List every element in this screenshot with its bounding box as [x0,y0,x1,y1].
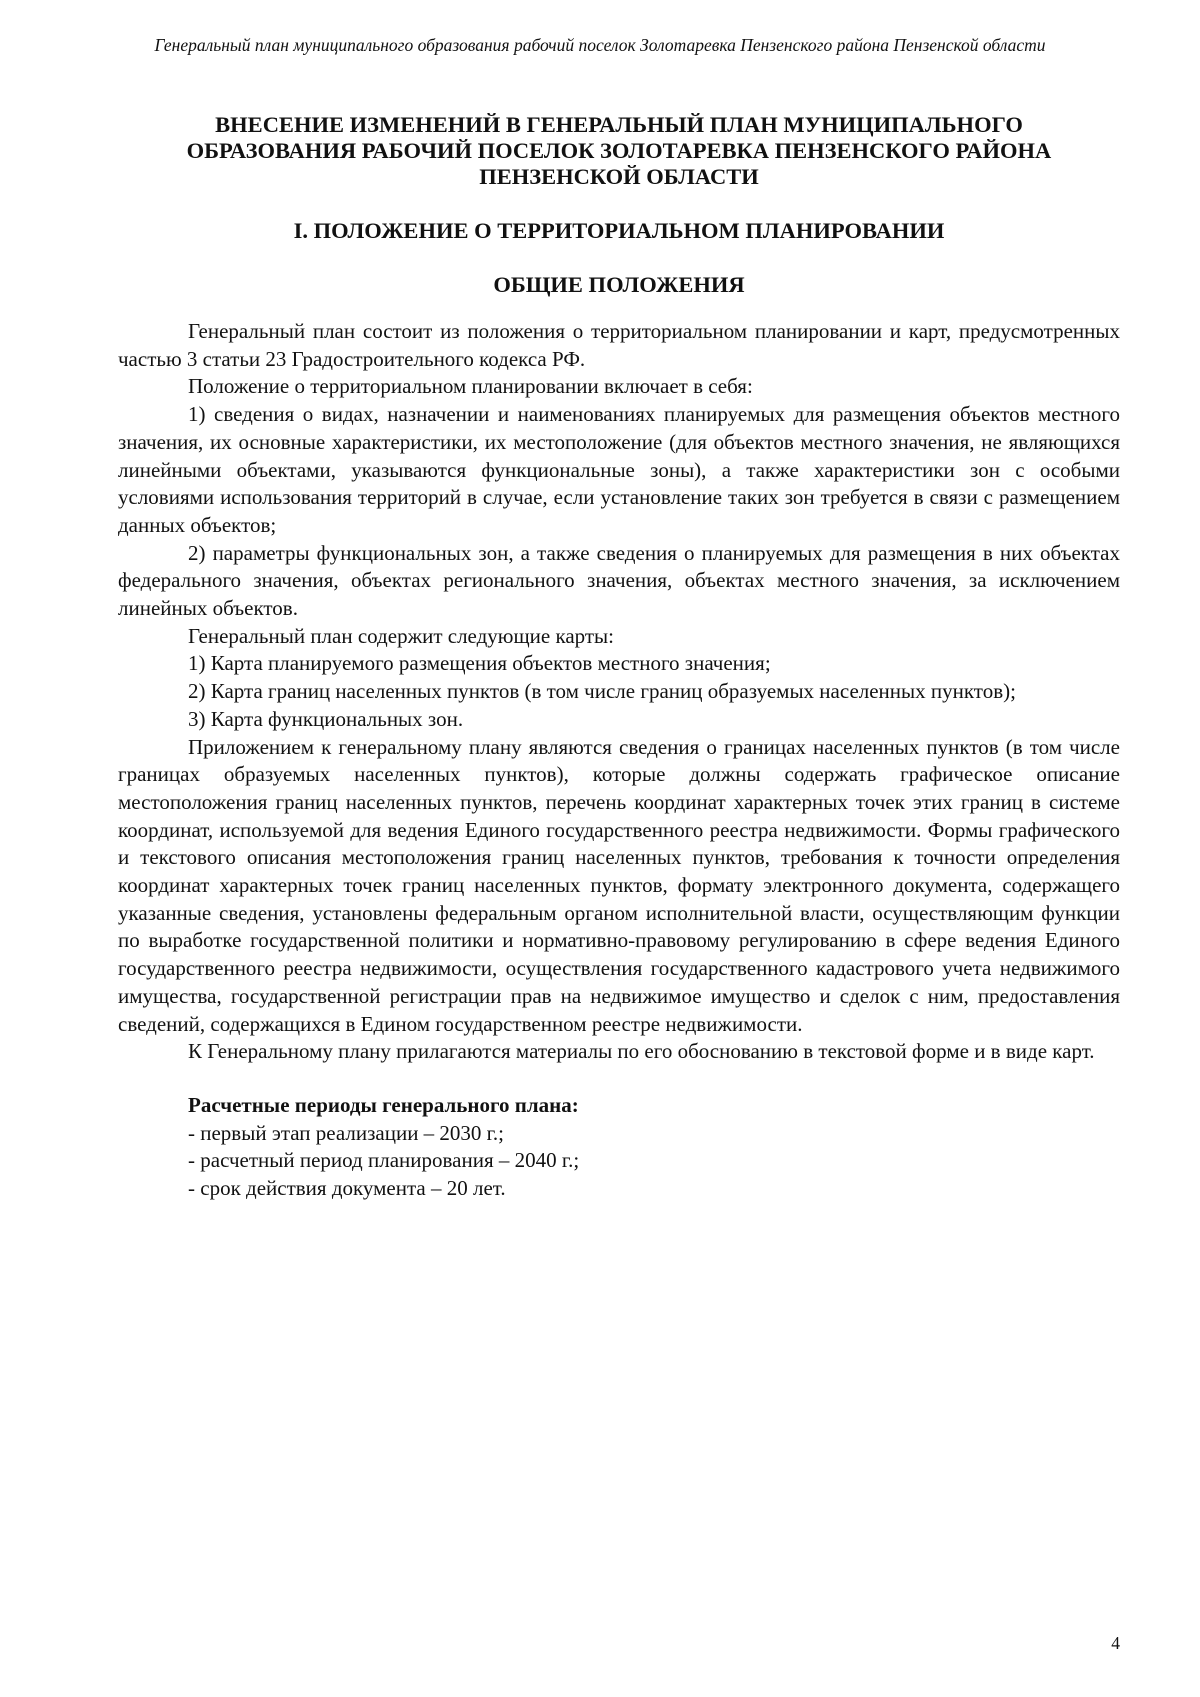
periods-item: - расчетный период планирования – 2040 г.; [188,1148,580,1173]
paragraph: 3) Карта функциональных зон. [188,706,464,731]
paragraph: Генеральный план состоит из положения о территориальном планировании и карт, предусмотренных частью 3 статьи 23 Градостроительного кодекса РФ. [118,319,1120,371]
subsection-title: ОБЩИЕ ПОЛОЖЕНИЯ [493,272,745,297]
paragraph: 1) сведения о видах, назначении и наименованиях планируемых для размещения объектов местного значения, их основные характеристики, их местоположение (для объектов местного значения, не являющихся линейными объектами, указываются функциональные зоны), а также характеристики зон с особыми условиями использования территорий в случае, если установление таких зон требуется в связи с размещением данных объектов; [118,402,1120,537]
running-header: Генеральный план муниципального образования рабочий поселок Золотаревка Пензенского района Пензенской области [154,35,1046,55]
periods-item: - первый этап реализации – 2030 г.; [188,1120,505,1145]
paragraph: 1) Карта планируемого размещения объектов местного значения; [188,651,771,676]
body-text [118,318,1120,1066]
page-content [118,112,1120,1203]
paragraph: Приложением к генеральному плану являются сведения о границах населенных пунктов (в том числе границах образуемых населенных пунктов), которые должны содержать графическое описание местоположения границ населенных пунктов, перечень координат характерных точек этих границ в системе координат, используемой для ведения Единого государственного реестра недвижимости. Формы графического и текстового описания местоположения границ населенных пунктов, требования к точности определения координат характерных точек границ населенных пунктов, формату электронного документа, содержащего указанные сведения, установлены федеральным органом исполнительной власти, осуществляющим функции по выработке государственной политики и нормативно-правовому регулированию в сфере ведения Единого государственного реестра недвижимости, осуществления государственного кадастрового учета недвижимого имущества, государственной регистрации прав на недвижимое имущество и сделок с ним, предоставления сведений, содержащихся в Едином государственном реестре недвижимости. [118,734,1120,1036]
section-title: I. ПОЛОЖЕНИЕ О ТЕРРИТОРИАЛЬНОМ ПЛАНИРОВАНИИ [293,218,945,243]
paragraph: К Генеральному плану прилагаются материалы по его обоснованию в текстовой форме и в виде карт. [188,1039,1095,1064]
paragraph: 2) параметры функциональных зон, а также сведения о планируемых для размещения в них объектах федерального значения, объектах регионального значения, объектах местного значения, за исключением линейных объектов. [118,540,1120,621]
periods-item: - срок действия документа – 20 лет. [188,1176,506,1201]
paragraph: Положение о территориальном планировании включает в себя: [188,374,753,399]
document-title: ВНЕСЕНИЕ ИЗМЕНЕНИЙ В ГЕНЕРАЛЬНЫЙ ПЛАН МУНИЦИПАЛЬНОГО ОБРАЗОВАНИЯ РАБОЧИЙ ПОСЕЛОК ЗОЛОТАРЕВКА ПЕНЗЕНСКОГО РАЙОНА ПЕНЗЕНСКОЙ ОБЛАСТИ [186,112,1052,189]
page-number: 4 [1111,1633,1120,1653]
paragraph: 2) Карта границ населенных пунктов (в том числе границ образуемых населенных пунктов); [188,679,1016,704]
paragraph: Генеральный план содержит следующие карты: [188,623,614,648]
periods-heading: Расчетные периоды генерального плана: [188,1092,579,1117]
periods-block [118,1092,1120,1203]
